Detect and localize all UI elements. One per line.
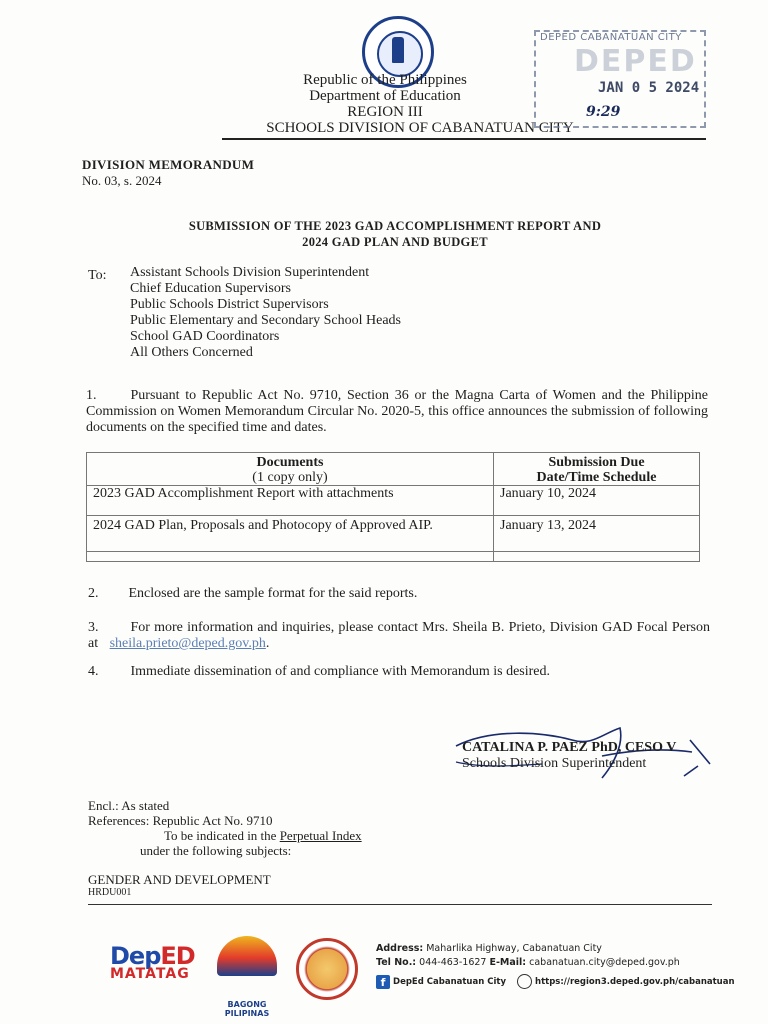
table-cell-empty	[494, 552, 700, 562]
recipient: Public Schools District Supervisors	[130, 297, 329, 312]
paragraph-2	[88, 586, 417, 602]
paragraph-number: 2.	[88, 586, 99, 601]
paragraph-number: 4.	[88, 664, 99, 679]
table-cell-date: January 13, 2024	[494, 516, 700, 552]
signatory-name: CATALINA P. PAEZ PhD, CESO V	[462, 740, 677, 755]
paragraph-3: 3. For more information and inquiries, please contact Mrs. Sheila B. Prieto, Division GAD Focal Person at sheila.prieto@deped.gov.ph.	[88, 620, 710, 651]
stamp-time: 9:29	[586, 104, 621, 120]
enclosure-block	[88, 798, 362, 899]
table-row	[87, 486, 700, 516]
paragraph-number: 1.	[86, 388, 97, 403]
perpetual-index-text: Perpetual Index	[279, 828, 362, 843]
recipient: Public Elementary and Secondary School Heads	[130, 313, 401, 328]
tel-value: 044-463-1627	[419, 957, 487, 968]
social-line	[376, 974, 735, 989]
paragraph-text: Enclosed are the sample format for the said reports.	[128, 586, 418, 601]
torch-icon	[392, 37, 404, 63]
paragraph-1	[86, 388, 708, 436]
paragraph-number: 3.	[88, 620, 99, 635]
recipient: All Others Concerned	[130, 345, 253, 360]
header-line-republic: Republic of the Philippines	[303, 72, 467, 88]
document-code: HRDU001	[88, 887, 132, 898]
header-divider	[222, 138, 706, 140]
header-line-region: REGION III	[347, 104, 423, 120]
subjects-line: under the following subjects:	[140, 843, 292, 858]
stamp-office: DEPED CABANATUAN CITY	[540, 32, 682, 43]
documents-header	[87, 453, 494, 486]
table-row-empty	[87, 552, 700, 562]
globe-icon	[517, 974, 532, 989]
col-header-documents: Documents	[256, 455, 324, 470]
footer-email[interactable]: cabanatuan.city@deped.gov.ph	[529, 957, 680, 968]
address-line	[376, 942, 735, 956]
subject-line-2: 2024 GAD PLAN AND BUDGET	[302, 235, 488, 249]
received-stamp	[534, 30, 706, 126]
header-line-department: Department of Education	[309, 88, 461, 104]
stamp-date: JAN 0 5 2024	[598, 80, 700, 96]
memo-number: No. 03, s. 2024	[82, 173, 162, 188]
enclosure-line: Encl.: As stated	[88, 798, 170, 813]
paragraph-text: Pursuant to Republic Act No. 9710, Section 36 or the Magna Carta of Women and the Philippine Commission on Women Memorandum Circular No. 2020-5, this office announces the submission of following documents on the specified time and dates.	[86, 388, 708, 435]
contact-email-link[interactable]: sheila.prieto@deped.gov.ph	[109, 636, 266, 651]
index-subject: GENDER AND DEVELOPMENT	[88, 872, 271, 887]
table-header-row	[87, 453, 700, 486]
header-line-division: SCHOOLS DIVISION OF CABANATUAN CITY	[266, 120, 574, 136]
recipient-list	[130, 265, 401, 361]
paragraph-4	[88, 664, 550, 680]
recipient: School GAD Coordinators	[130, 329, 280, 344]
index-line	[88, 828, 362, 843]
table-cell-empty	[87, 552, 494, 562]
to-label: To:	[88, 268, 107, 283]
deped-wordmark-dep: Dep	[110, 942, 161, 970]
footer-divider	[88, 904, 712, 905]
facebook-page[interactable]: DepEd Cabanatuan City	[393, 977, 506, 987]
memo-subject	[140, 218, 650, 250]
memo-type: DIVISION MEMORANDUM	[82, 157, 255, 172]
recipient: Chief Education Supervisors	[130, 281, 291, 296]
table-cell-document: 2023 GAD Accomplishment Report with attachments	[87, 486, 494, 516]
facebook-icon: f	[376, 975, 390, 989]
footer-contact	[376, 942, 735, 989]
table-cell-date: January 10, 2024	[494, 486, 700, 516]
paragraph-text: Immediate dissemination of and compliance with Memorandum is desired.	[130, 664, 551, 679]
submission-table	[86, 452, 700, 562]
table-cell-document: 2024 GAD Plan, Proposals and Photocopy of Approved AIP.	[87, 516, 494, 552]
paragraph-text: For more information and inquiries, please contact Mrs. Sheila B. Prieto, Division GAD Focal Person at	[88, 620, 710, 651]
deped-matatag-logo	[110, 942, 200, 982]
signatory-position: Schools Division Superintendent	[462, 756, 647, 771]
tel-email-line	[376, 956, 735, 970]
division-seal-logo	[296, 938, 358, 1000]
stamp-ghost-text: DEPED	[574, 44, 697, 79]
recipient: Assistant Schools Division Superintendent	[130, 265, 370, 280]
address-value: Maharlika Highway, Cabanatuan City	[426, 943, 602, 954]
col-sub-schedule: Date/Time Schedule	[536, 470, 657, 485]
email-label: E-Mail:	[489, 957, 527, 968]
tel-label: Tel No.:	[376, 957, 417, 968]
index-pre: To be indicated in the	[164, 828, 277, 843]
col-header-due: Submission Due	[548, 455, 645, 470]
address-label: Address:	[376, 943, 424, 954]
table-row	[87, 516, 700, 552]
sun-emblem-icon	[217, 936, 277, 976]
references-line: References: Republic Act No. 9710	[88, 813, 273, 828]
subject-line-1: SUBMISSION OF THE 2023 GAD ACCOMPLISHMENT REPORT AND	[188, 219, 602, 233]
website-link[interactable]: https://region3.deped.gov.ph/cabanatuan	[535, 977, 735, 987]
signature-block	[452, 726, 722, 786]
bagong-pilipinas-label: BAGONG PILIPINAS	[224, 1000, 270, 1018]
matatag-wordmark: MATATAG	[110, 966, 190, 982]
schedule-header	[494, 453, 700, 486]
bagong-pilipinas-logo	[205, 936, 289, 1018]
col-sub-copies: (1 copy only)	[252, 470, 328, 485]
deped-wordmark-ed: ED	[160, 942, 195, 970]
